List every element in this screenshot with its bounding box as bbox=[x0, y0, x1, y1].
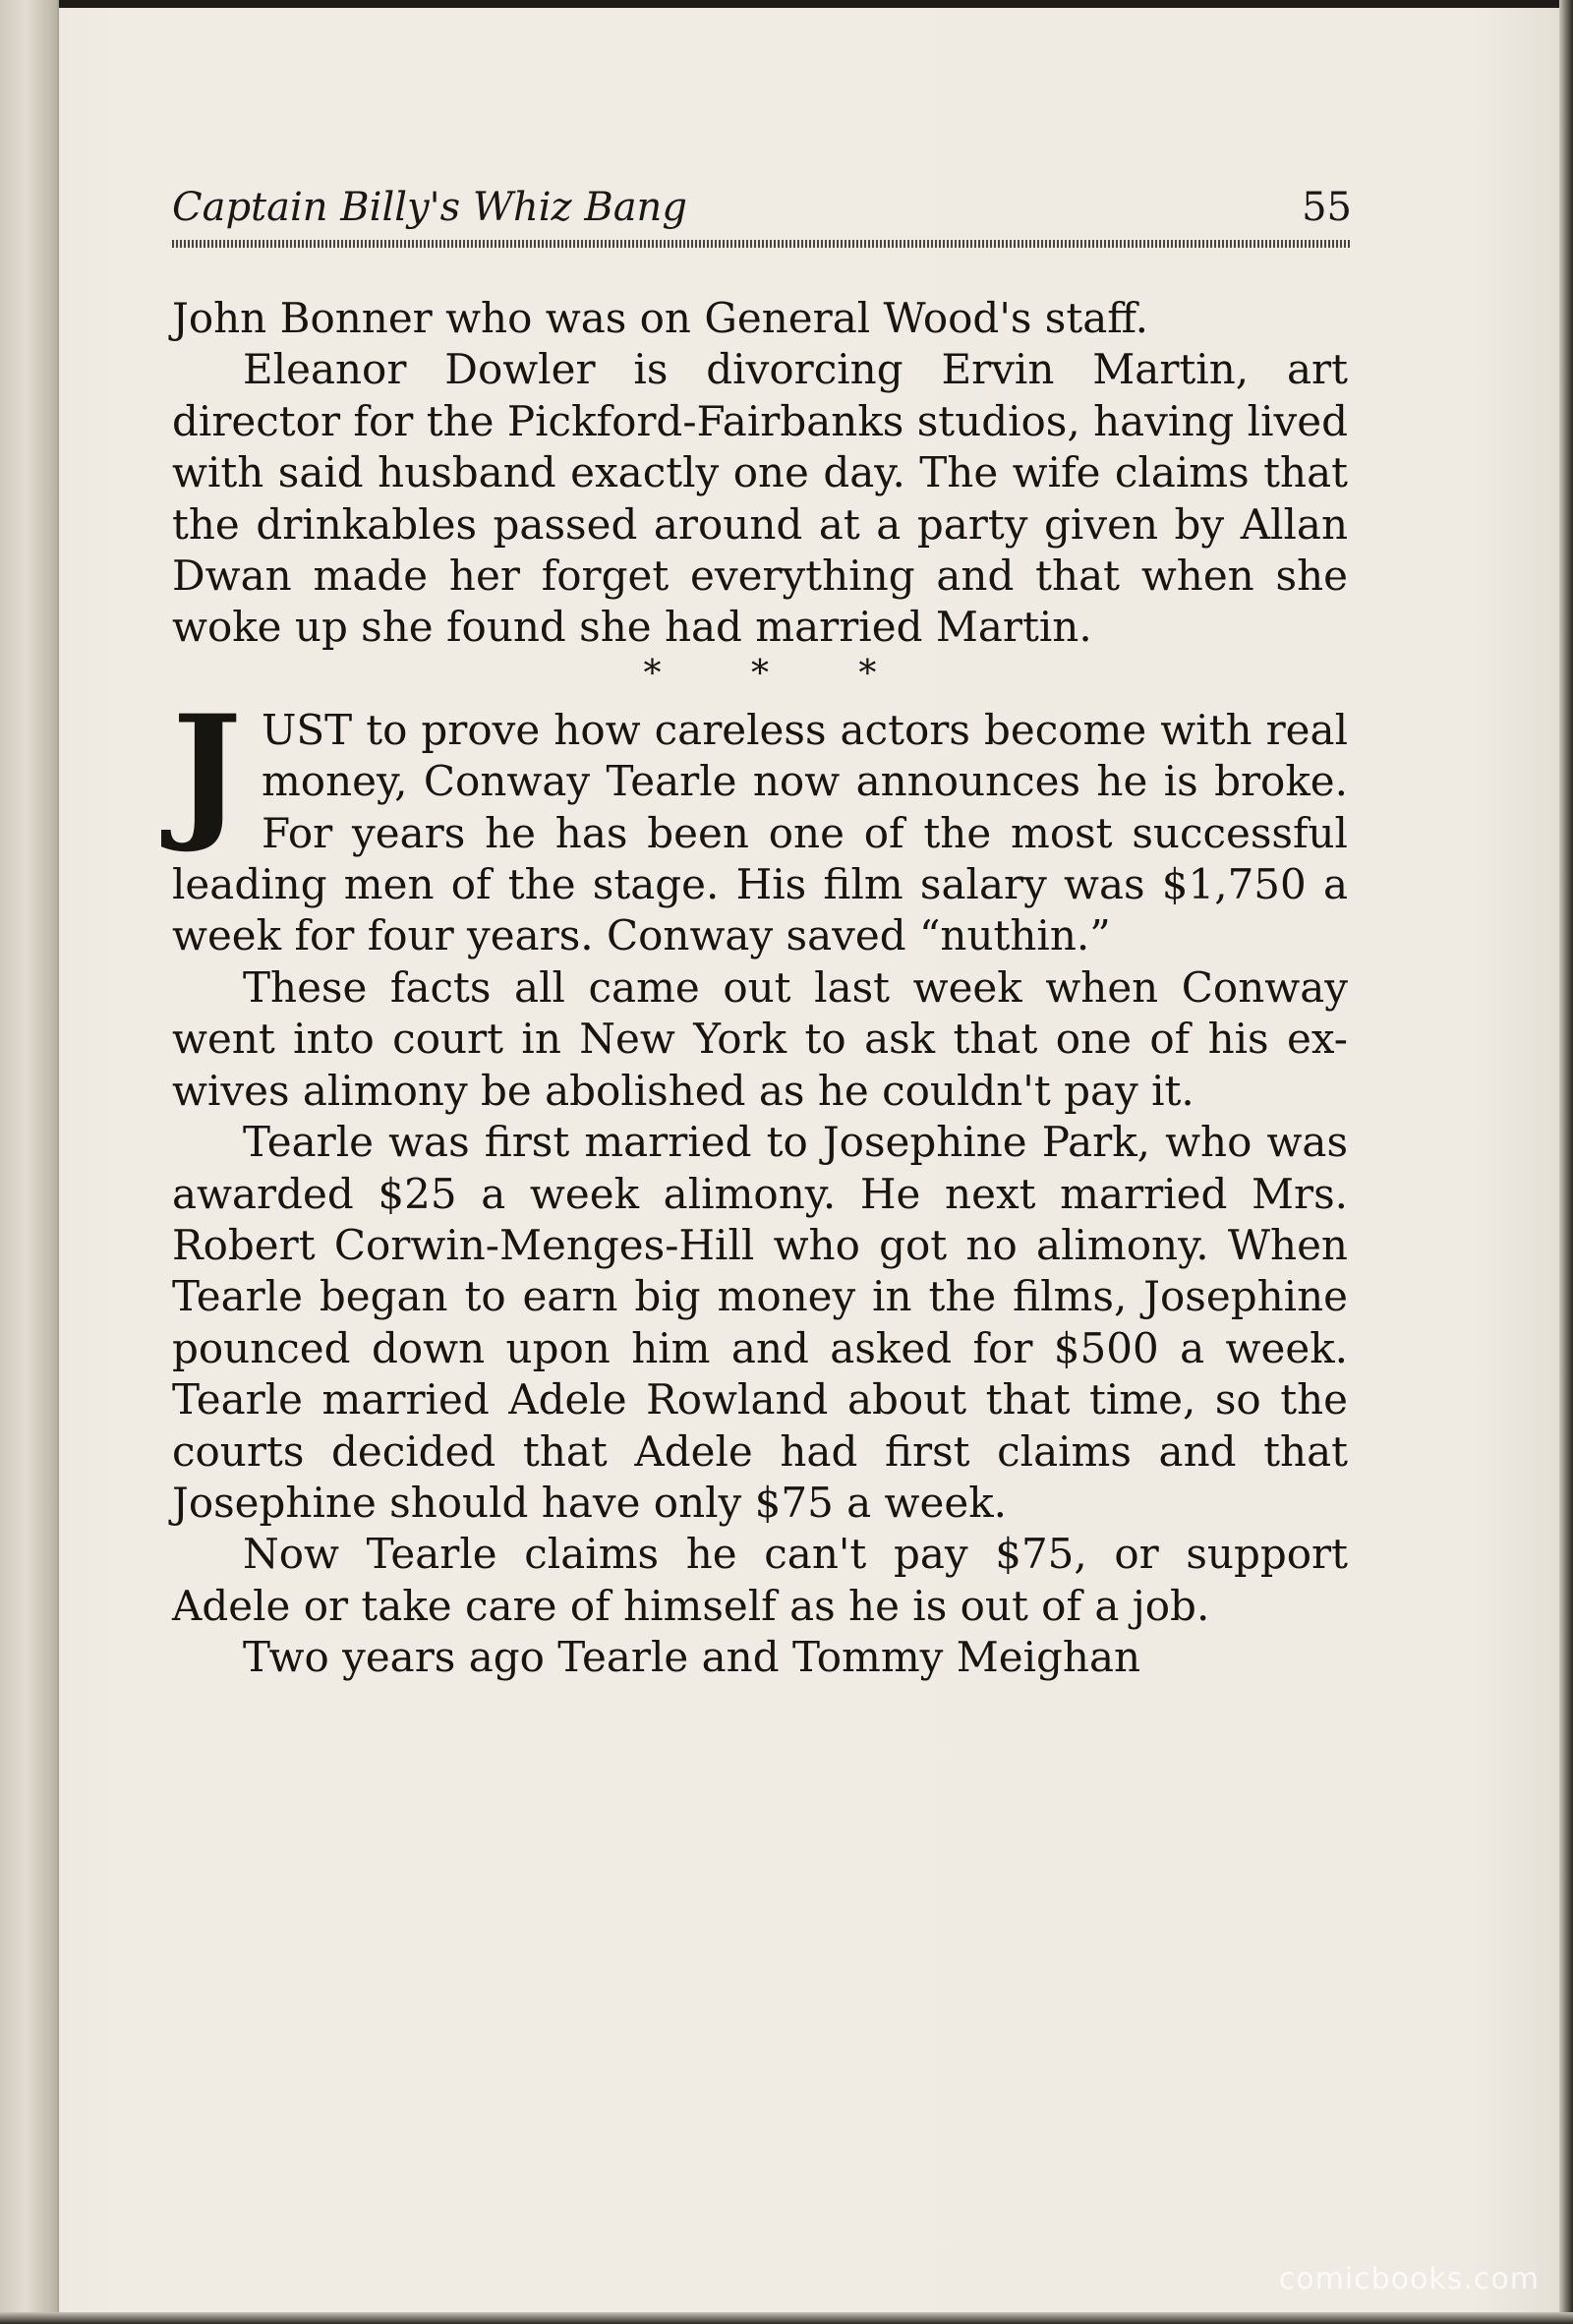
paragraph-3 bbox=[172, 682, 1348, 962]
page-top-edge bbox=[0, 0, 1573, 8]
article-body bbox=[172, 293, 1348, 1684]
paragraph-7: Two years ago Tearle and Tommy Meighan bbox=[243, 1633, 1141, 1682]
page-right-edge bbox=[1559, 0, 1573, 2324]
drop-cap: J bbox=[172, 682, 242, 856]
page-number: 55 bbox=[1302, 185, 1352, 230]
book-binding bbox=[0, 0, 59, 2324]
paragraph-1: John Bonner who was on General Wood's staff. bbox=[172, 294, 1148, 342]
paragraph-5: Tearle was first married to Josephine Park, who was awarded $25 a week alimony. He next married Mrs. Robert Corwin-Menges-Hill who got no alimony. When Tearle began to earn big money in the films, Josephine pounced down upon him and asked for $500 a week. Tearle married Adele Rowland about that time, so the courts decided that Adele had first claims and that Josephine should have only $75 a week. bbox=[172, 1118, 1348, 1527]
paragraph-3-text: UST to prove how careless actors become with real money, Conway Tearle now announces he is broke. For years he has been one of the most successful leading men of the stage. His film salary was $1,750 a week for four years. Conway saved “nuthin.” bbox=[172, 705, 1348, 960]
page-bottom-edge bbox=[0, 2312, 1573, 2324]
paragraph-2: Eleanor Dowler is divorcing Ervin Martin, art director for the Pickford-Fairbanks studios, having lived with said husband exactly one day. The wife claims that the drinkables passed around at a party given by Allan Dwan made her forget everything and that when she woke up she found she had married Martin. bbox=[172, 345, 1348, 652]
section-separator: * * * bbox=[643, 653, 916, 694]
paragraph-6: Now Tearle claims he can't pay $75, or support Adele or take care of himself as he is out of a job. bbox=[172, 1530, 1348, 1630]
paragraph-4: These facts all came out last week when Conway went into court in New York to ask that one of his ex-wives alimony be abolished as he couldn't pay it. bbox=[172, 962, 1348, 1115]
site-watermark: comicbooks.com bbox=[1278, 2262, 1540, 2296]
running-title: Captain Billy's Whiz Bang bbox=[172, 185, 687, 230]
header-rule bbox=[172, 240, 1352, 248]
running-header bbox=[172, 185, 1352, 244]
